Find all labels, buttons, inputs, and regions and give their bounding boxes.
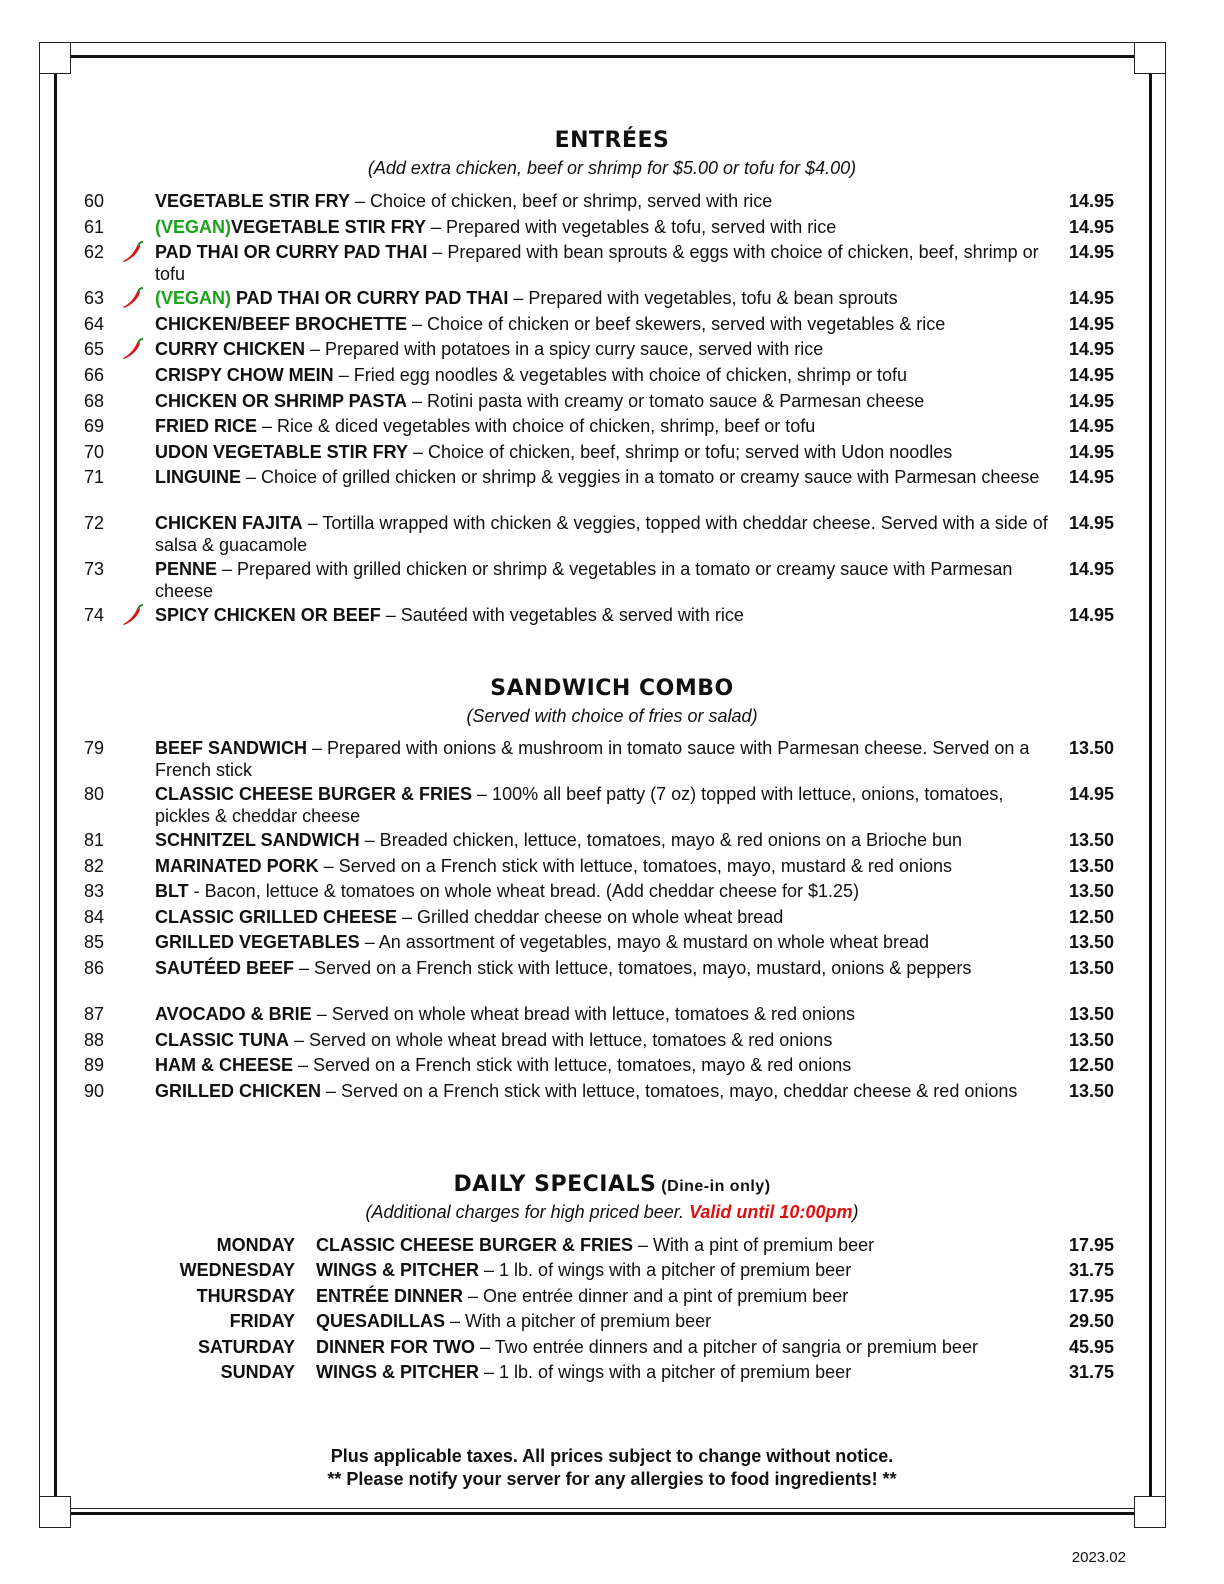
entree-item-details: – Prepared with vegetables, tofu & bean sprouts xyxy=(508,288,898,309)
entree-item-details: – Choice of grilled chicken or shrimp & veggies in a tomato or creamy sauce with Parmesan cheese xyxy=(241,467,1040,488)
sandwich-item-details: – Grilled cheddar cheese on whole wheat bread xyxy=(397,906,784,927)
entree-item-price: 14.95 xyxy=(1068,416,1114,437)
entree-item-price: 14.95 xyxy=(1068,441,1114,462)
specials-subtitle xyxy=(0,1202,1224,1223)
frame-corner-br xyxy=(1134,1496,1166,1528)
sandwich-item-description xyxy=(155,855,1055,877)
specials-title xyxy=(0,1172,1224,1197)
entree-item-name: CRISPY CHOW MEIN xyxy=(155,365,334,385)
sandwich-item-name: SAUTÉED BEEF xyxy=(155,958,295,978)
special-description xyxy=(316,1285,1056,1307)
sandwich-item-price: 13.50 xyxy=(1068,958,1114,978)
entree-item-price: 14.95 xyxy=(1068,365,1114,385)
specials-subtitle-close: ) xyxy=(852,1202,859,1222)
sandwich-item-name: AVOCADO & BRIE xyxy=(155,1004,312,1024)
entree-item-description xyxy=(155,364,1055,386)
sandwich-item-description xyxy=(155,906,1055,928)
special-description xyxy=(316,1336,1056,1358)
entree-item-name: VEGETABLE STIR FRY xyxy=(155,191,351,211)
frame-corner-tl xyxy=(39,42,71,74)
sandwich-item-number: 90 xyxy=(84,1080,105,1101)
sandwich-item-price: 13.50 xyxy=(1068,932,1114,953)
special-day: FRIDAY xyxy=(229,1311,295,1332)
sandwich-item-description xyxy=(155,829,1055,851)
chili-pepper-icon xyxy=(120,287,146,309)
sandwich-item-price: 13.50 xyxy=(1068,1004,1114,1024)
frame-corner-bl xyxy=(39,1496,71,1528)
special-day: THURSDAY xyxy=(196,1285,295,1306)
entree-item-name: FRIED RICE xyxy=(155,416,258,437)
entree-item-description xyxy=(155,190,1055,212)
sandwich-item-description xyxy=(155,737,1055,781)
sandwich-item-name: HAM & CHEESE xyxy=(155,1055,294,1076)
entree-item-number: 64 xyxy=(84,313,105,334)
specials-subtitle-open: (Additional charges for high priced beer. xyxy=(365,1202,690,1222)
entree-item-number: 61 xyxy=(84,216,105,237)
sandwich-item-description xyxy=(155,880,1055,902)
entree-item-description xyxy=(155,466,1055,488)
special-price: 45.95 xyxy=(1068,1336,1114,1357)
sandwich-item-price: 13.50 xyxy=(1068,1029,1114,1050)
sandwich-item-name: GRILLED CHICKEN xyxy=(155,1080,321,1101)
entree-item-price: 14.95 xyxy=(1068,216,1114,237)
sandwich-item-description xyxy=(155,1080,1055,1102)
entree-item-number: 73 xyxy=(84,559,105,580)
entrees-title: ENTRÉES xyxy=(554,128,670,153)
entree-item-name: SPICY CHICKEN OR BEEF xyxy=(155,605,381,626)
sandwich-item-details: – Prepared with onions & mushroom in tomato sauce with Parmesan cheese. Served on a French stick xyxy=(155,738,1030,780)
sandwich-item-number: 84 xyxy=(84,906,105,927)
sandwich-title: SANDWICH COMBO xyxy=(490,676,734,701)
entree-item-name: LINGUINE xyxy=(155,467,242,488)
entree-item-details: – Choice of chicken or beef skewers, served with vegetables & rice xyxy=(407,313,946,334)
special-details: – 1 lb. of wings with a pitcher of premium beer xyxy=(479,1260,852,1281)
sandwich-item-details: – Served on whole wheat bread with lettuce, tomatoes & red onions xyxy=(311,1004,856,1024)
entree-item-price: 14.95 xyxy=(1068,242,1114,263)
footer-allergy-note: ** Please notify your server for any allergies to food ingredients! ** xyxy=(327,1469,897,1489)
vegan-label: (VEGAN) xyxy=(155,216,231,237)
special-price: 31.75 xyxy=(1068,1260,1114,1281)
chili-pepper-icon xyxy=(120,338,146,360)
sandwich-item-name: BLT xyxy=(155,881,189,902)
specials-title-suffix: (Dine-in only) xyxy=(656,1178,771,1195)
entree-item-price: 14.95 xyxy=(1068,339,1114,360)
entree-item-name: PENNE xyxy=(155,559,218,580)
sandwich-item-details: - Bacon, lettuce & tomatoes on whole wheat bread. (Add cheddar cheese for $1.25) xyxy=(188,881,860,902)
chili-pepper-icon xyxy=(120,604,146,626)
sandwich-item-price: 12.50 xyxy=(1068,1055,1114,1076)
entree-item-details: – Sautéed with vegetables & served with rice xyxy=(380,605,744,626)
entree-item-number: 68 xyxy=(84,390,105,411)
special-details: – 1 lb. of wings with a pitcher of premium beer xyxy=(479,1362,852,1382)
sandwich-item-number: 82 xyxy=(84,855,105,876)
sandwich-item-number: 80 xyxy=(84,784,105,804)
entree-item-description xyxy=(155,512,1055,556)
special-price: 29.50 xyxy=(1068,1311,1114,1332)
entree-item-description xyxy=(155,441,1055,463)
sandwich-item-price: 12.50 xyxy=(1068,906,1114,927)
entree-item-name: VEGETABLE STIR FRY xyxy=(231,216,427,237)
entree-item-number: 63 xyxy=(84,288,105,309)
sandwich-item-number: 85 xyxy=(84,932,105,953)
entree-item-details: – Tortilla wrapped with chicken & veggies, topped with cheddar cheese. Served with a side of salsa & guacamole xyxy=(155,513,1048,556)
sandwich-item-name: MARINATED PORK xyxy=(155,855,319,876)
entree-item-description xyxy=(155,287,1055,309)
sandwich-item-details: – Served on whole wheat bread with lettuce, tomatoes & red onions xyxy=(289,1029,833,1050)
entree-item-price: 14.95 xyxy=(1068,191,1114,211)
sandwich-item-price: 13.50 xyxy=(1068,830,1114,850)
entree-item-price: 14.95 xyxy=(1068,313,1114,334)
special-name: DINNER FOR TWO xyxy=(316,1336,475,1357)
special-details: – Two entrée dinners and a pitcher of sangria or premium beer xyxy=(475,1336,978,1357)
entree-item-name: PAD THAI OR CURRY PAD THAI xyxy=(155,242,428,263)
vegan-label: (VEGAN) xyxy=(155,288,231,309)
special-name: WINGS & PITCHER xyxy=(316,1260,480,1281)
special-name: QUESADILLAS xyxy=(316,1311,446,1332)
sandwich-item-description xyxy=(155,931,1055,953)
entree-item-number: 69 xyxy=(84,416,105,437)
entree-item-number: 72 xyxy=(84,513,105,534)
sandwich-item-description xyxy=(155,1054,1055,1076)
entree-item-details: – Choice of chicken, beef, shrimp or tofu; served with Udon noodles xyxy=(408,441,953,462)
sandwich-item-number: 79 xyxy=(84,738,105,758)
sandwich-item-number: 87 xyxy=(84,1004,105,1024)
sandwich-item-price: 14.95 xyxy=(1068,784,1114,804)
sandwich-item-details: – Served on a French stick with lettuce, tomatoes, mayo, mustard, onions & peppers xyxy=(294,958,972,978)
sandwich-item-details: – Breaded chicken, lettuce, tomatoes, mayo & red onions on a Brioche bun xyxy=(359,830,963,850)
special-day: SUNDAY xyxy=(220,1362,295,1382)
sandwich-item-number: 89 xyxy=(84,1055,105,1076)
entree-item-details: – Rotini pasta with creamy or tomato sauce & Parmesan cheese xyxy=(407,390,925,411)
entree-item-name: CHICKEN/BEEF BROCHETTE xyxy=(155,313,408,334)
entree-item-details: – Choice of chicken, beef or shrimp, served with rice xyxy=(350,191,773,211)
entree-item-number: 70 xyxy=(84,441,105,462)
entree-item-description xyxy=(155,216,1055,238)
sandwich-item-details: – An assortment of vegetables, mayo & mustard on whole wheat bread xyxy=(359,932,930,953)
sandwich-item-price: 13.50 xyxy=(1068,1080,1114,1101)
special-price: 17.95 xyxy=(1068,1235,1114,1255)
sandwich-item-number: 88 xyxy=(84,1029,105,1050)
special-description xyxy=(316,1361,1056,1383)
entree-item-details: – Prepared with grilled chicken or shrimp & vegetables in a tomato or creamy sauce with Parmesan cheese xyxy=(155,559,1013,602)
special-description xyxy=(316,1234,1056,1256)
special-price: 17.95 xyxy=(1068,1285,1114,1306)
entree-item-description xyxy=(155,313,1055,335)
sandwich-item-price: 13.50 xyxy=(1068,738,1114,758)
sandwich-item-details: – Served on a French stick with lettuce, tomatoes, mayo, cheddar cheese & red onions xyxy=(321,1080,1018,1101)
entree-item-name: CHICKEN FAJITA xyxy=(155,513,303,534)
entree-item-number: 74 xyxy=(84,605,105,626)
sandwich-item-name: CLASSIC TUNA xyxy=(155,1029,289,1050)
sandwich-item-name: GRILLED VEGETABLES xyxy=(155,932,360,953)
sandwich-item-description xyxy=(155,957,1055,979)
sandwich-item-details: – Served on a French stick with lettuce, tomatoes, mayo & red onions xyxy=(293,1055,852,1076)
entree-item-details: – Rice & diced vegetables with choice of chicken, shrimp, beef or tofu xyxy=(257,416,816,437)
special-name: WINGS & PITCHER xyxy=(316,1362,480,1382)
sandwich-item-description xyxy=(155,1003,1055,1025)
sandwich-item-name: CLASSIC CHEESE BURGER & FRIES xyxy=(155,784,473,804)
entree-item-number: 71 xyxy=(84,467,105,488)
sandwich-item-price: 13.50 xyxy=(1068,881,1114,902)
entree-item-details: – Fried egg noodles & vegetables with choice of chicken, shrimp or tofu xyxy=(333,365,907,385)
sandwich-item-number: 86 xyxy=(84,958,105,978)
entree-item-description xyxy=(155,558,1055,602)
entree-item-description xyxy=(155,338,1055,360)
entree-item-price: 14.95 xyxy=(1068,559,1114,580)
special-name: ENTRÉE DINNER xyxy=(316,1285,464,1306)
entree-item-details: – Prepared with bean sprouts & eggs with choice of chicken, beef, shrimp or tofu xyxy=(155,242,1039,285)
frame-corner-tr xyxy=(1134,42,1166,74)
sandwich-item-number: 83 xyxy=(84,881,105,902)
date-stamp: 2023.02 xyxy=(1071,1549,1126,1566)
entree-item-price: 14.95 xyxy=(1068,288,1114,309)
sandwich-item-details: – Served on a French stick with lettuce, tomatoes, mayo, mustard & red onions xyxy=(318,855,952,876)
entree-item-details: – Prepared with potatoes in a spicy curry sauce, served with rice xyxy=(305,339,824,360)
entree-item-description xyxy=(155,415,1055,437)
entree-item-price: 14.95 xyxy=(1068,467,1114,488)
special-details: – One entrée dinner and a pint of premium beer xyxy=(463,1285,849,1306)
footer-taxes-note: Plus applicable taxes. All prices subject to change without notice. xyxy=(330,1446,894,1466)
sandwich-item-details: – 100% all beef patty (7 oz) topped with lettuce, onions, tomatoes, pickles & cheddar cheese xyxy=(155,784,1004,826)
entree-item-description xyxy=(155,604,1055,626)
special-description xyxy=(316,1259,1056,1281)
special-name: CLASSIC CHEESE BURGER & FRIES xyxy=(316,1235,634,1255)
sandwich-item-price: 13.50 xyxy=(1068,855,1114,876)
sandwich-item-name: SCHNITZEL SANDWICH xyxy=(155,830,360,850)
sandwich-item-name: BEEF SANDWICH xyxy=(155,738,307,758)
special-day: WEDNESDAY xyxy=(179,1260,295,1281)
special-day: MONDAY xyxy=(216,1235,295,1255)
entree-item-number: 60 xyxy=(84,191,105,211)
entree-item-number: 62 xyxy=(84,242,105,263)
entree-item-price: 14.95 xyxy=(1068,390,1114,411)
special-day: SATURDAY xyxy=(197,1336,295,1357)
entree-item-name: CURRY CHICKEN xyxy=(155,339,306,360)
chili-pepper-icon xyxy=(120,241,146,263)
sandwich-item-description xyxy=(155,783,1055,827)
entree-item-name: PAD THAI OR CURRY PAD THAI xyxy=(231,288,509,309)
entree-item-description xyxy=(155,241,1055,285)
entree-item-description xyxy=(155,390,1055,412)
sandwich-item-number: 81 xyxy=(84,830,105,850)
special-description xyxy=(316,1310,1056,1332)
entree-item-price: 14.95 xyxy=(1068,513,1114,534)
entree-item-number: 66 xyxy=(84,365,105,385)
entrees-subtitle: (Add extra chicken, beef or shrimp for $5.00 or tofu for $4.00) xyxy=(367,158,857,178)
special-details: – With a pitcher of premium beer xyxy=(445,1311,712,1332)
entree-item-name: CHICKEN OR SHRIMP PASTA xyxy=(155,390,408,411)
specials-title-text: DAILY SPECIALS xyxy=(453,1172,657,1197)
entree-item-price: 14.95 xyxy=(1068,605,1114,626)
special-details: – With a pint of premium beer xyxy=(633,1235,875,1255)
entree-item-number: 65 xyxy=(84,339,105,360)
specials-valid-note: Valid until 10:00pm xyxy=(689,1202,853,1222)
sandwich-item-name: CLASSIC GRILLED CHEESE xyxy=(155,906,398,927)
special-price: 31.75 xyxy=(1068,1362,1114,1382)
sandwich-item-description xyxy=(155,1029,1055,1051)
sandwich-subtitle: (Served with choice of fries or salad) xyxy=(466,706,758,726)
entree-item-name: UDON VEGETABLE STIR FRY xyxy=(155,441,409,462)
entree-item-details: – Prepared with vegetables & tofu, served with rice xyxy=(426,216,837,237)
